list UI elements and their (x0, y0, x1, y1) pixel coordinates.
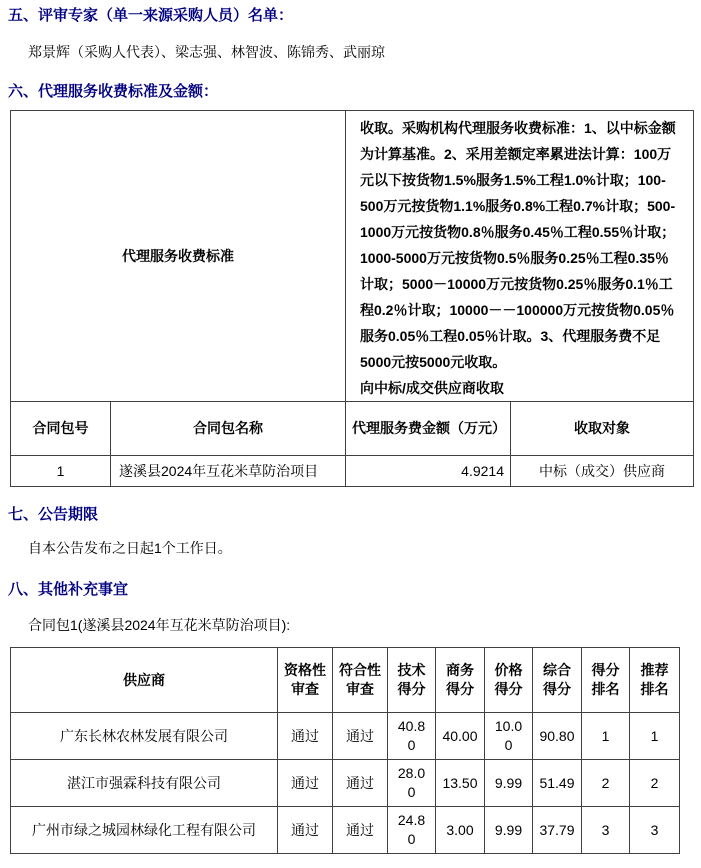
qualification-review-result: 通过 (278, 807, 333, 854)
announcement-page (0, 6, 701, 854)
conformity-review-result: 通过 (333, 713, 388, 760)
result-col-score-rank: 得分排名 (582, 648, 630, 713)
technical-score: 28.00 (388, 760, 436, 807)
fee-standard-label-cell: 代理服务收费标准 (11, 111, 346, 402)
technical-score: 40.80 (388, 713, 436, 760)
total-score: 37.79 (533, 807, 582, 854)
fee-target: 中标（成交）供应商 (511, 456, 694, 487)
score-rank: 2 (582, 760, 630, 807)
result-col-business-score: 商务得分 (436, 648, 485, 713)
supplier-name: 湛江市强霖科技有限公司 (11, 760, 278, 807)
fee-standard-text: 收取。采购机构代理服务收费标准：1、以中标金额为计算基准。2、采用差额定率累进法计算：100万元以下按货物1.5%服务1.5%工程1.0%计取；100-500万元按货物1.1%服务0.8%工程0.7%计取；500-1000万元按货物0.8％服务0.45％工程0.55％计取；1000-5000万元按货物0.5％服务0.25％工程0.35％计取；5000－10000万元按货物0.25％服务0.1％工程0.2％计取；10000－－100000万元按货物0.05％服务0.05％工程0.05％计取。3、代理服务费不足5000元按5000元收取。 (360, 120, 676, 370)
result-col-technical-score: 技术得分 (388, 648, 436, 713)
section8-body: 合同包1(遂溪县2024年互花米草防治项目): (28, 617, 291, 633)
fee-package-name: 遂溪县2024年互花米草防治项目 (111, 456, 346, 487)
technical-score: 24.80 (388, 807, 436, 854)
section6-heading: 六、代理服务收费标准及金额： (8, 83, 219, 100)
section7-heading: 七、公告期限 (8, 506, 99, 523)
result-table-row-2 (11, 760, 680, 807)
section7-body: 自本公告发布之日起1个工作日。 (28, 540, 232, 556)
fee-standard-row (11, 111, 694, 402)
fee-standard-text-cell (346, 111, 694, 402)
result-col-recommend-rank: 推荐排名 (630, 648, 680, 713)
fee-col-amount: 代理服务费金额（万元） (346, 402, 511, 456)
score-rank: 3 (582, 807, 630, 854)
result-table-header-row (11, 648, 680, 713)
qualification-review-result: 通过 (278, 713, 333, 760)
conformity-review-result: 通过 (333, 807, 388, 854)
section8-heading: 八、其他补充事宜 (8, 581, 129, 598)
fee-col-package-no: 合同包号 (11, 402, 111, 456)
fee-table-data-row (11, 456, 694, 487)
recommend-rank: 1 (630, 713, 680, 760)
result-col-total-score: 综合得分 (533, 648, 582, 713)
price-score: 9.99 (485, 760, 533, 807)
evaluation-result-table (10, 647, 680, 854)
supplier-name: 广州市绿之城园林绿化工程有限公司 (11, 807, 278, 854)
business-score: 13.50 (436, 760, 485, 807)
fee-amount: 4.9214 (346, 456, 511, 487)
result-table-row-1 (11, 713, 680, 760)
supplier-name: 广东长林农林发展有限公司 (11, 713, 278, 760)
conformity-review-result: 通过 (333, 760, 388, 807)
result-col-qualification-review: 资格性审查 (278, 648, 333, 713)
score-rank: 1 (582, 713, 630, 760)
result-col-supplier: 供应商 (11, 648, 278, 713)
agency-fee-table (10, 110, 694, 487)
business-score: 3.00 (436, 807, 485, 854)
fee-standard-target: 向中标/成交供应商收取 (360, 380, 504, 396)
business-score: 40.00 (436, 713, 485, 760)
result-col-conformity-review: 符合性审查 (333, 648, 388, 713)
price-score: 10.00 (485, 713, 533, 760)
result-col-price-score: 价格得分 (485, 648, 533, 713)
fee-col-package-name: 合同包名称 (111, 402, 346, 456)
fee-table-header-row (11, 402, 694, 456)
section5-heading: 五、评审专家（单一来源采购人员）名单： (8, 7, 294, 24)
price-score: 9.99 (485, 807, 533, 854)
result-table-row-3 (11, 807, 680, 854)
fee-package-no: 1 (11, 456, 111, 487)
qualification-review-result: 通过 (278, 760, 333, 807)
fee-col-target: 收取对象 (511, 402, 694, 456)
section5-expert-list: 郑景辉（采购人代表）、梁志强、林智波、陈锦秀、武丽琼 (28, 44, 385, 60)
recommend-rank: 3 (630, 807, 680, 854)
total-score: 51.49 (533, 760, 582, 807)
total-score: 90.80 (533, 713, 582, 760)
recommend-rank: 2 (630, 760, 680, 807)
